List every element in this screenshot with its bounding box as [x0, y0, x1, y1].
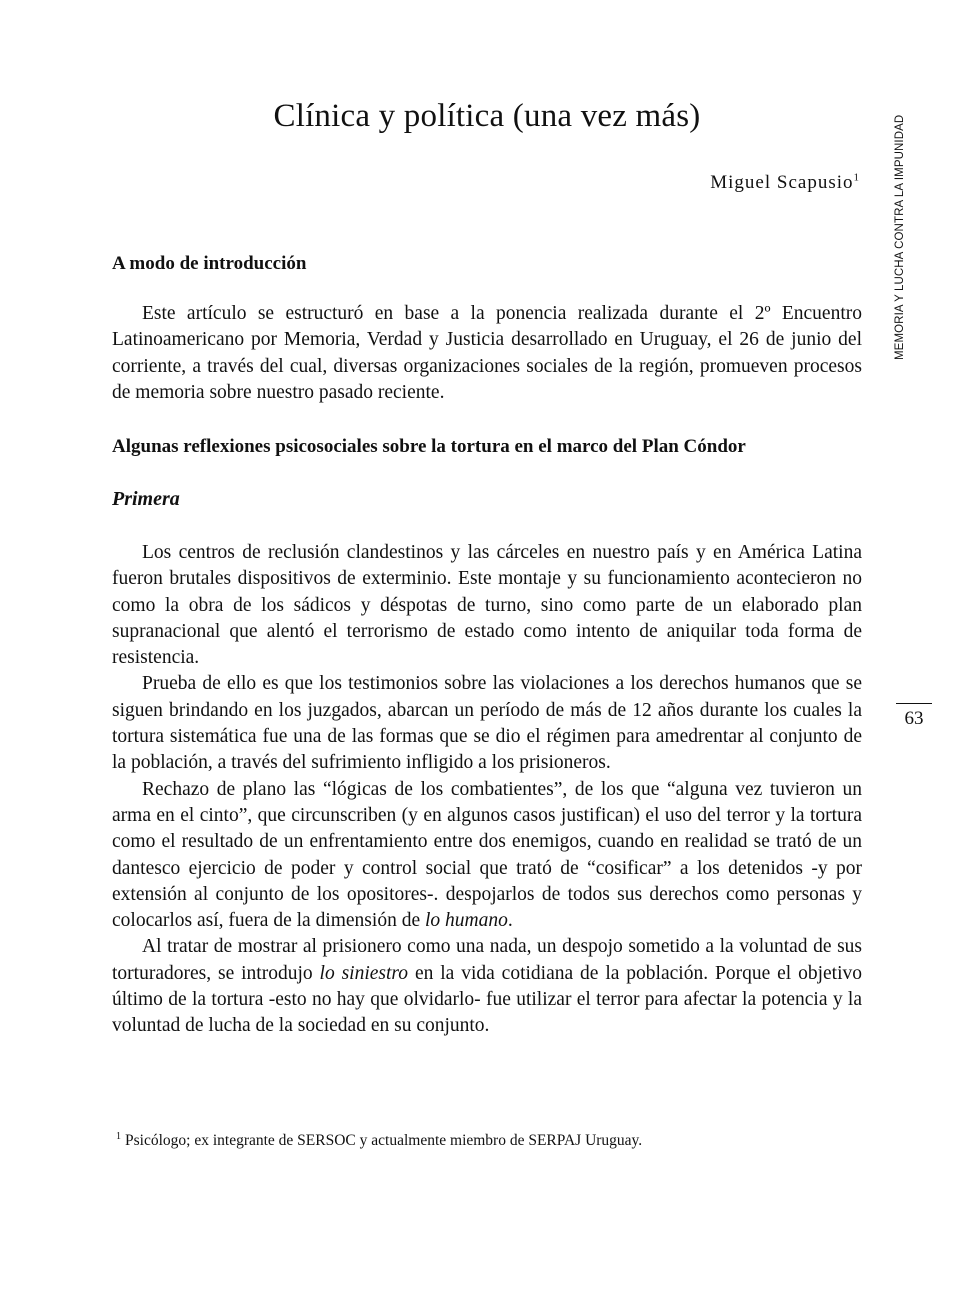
- main-body-text: [112, 540, 862, 1040]
- intro-text: [112, 301, 862, 406]
- subsection-heading: Primera: [112, 488, 180, 510]
- article-title: Clínica y política (una vez más): [273, 98, 701, 134]
- article-author: [710, 172, 860, 194]
- intro-paragraph: Este artículo se estructuró en base a la ponencia realizada durante el 2º Encuentro Latinoamericano por Memoria, Verdad y Justicia desarrollado en Uruguay, el 26 de junio del corriente, a través del cual, diversas organizaciones sociales de la región, promueven procesos de memoria sobre nuestro pasado reciente.: [112, 303, 862, 403]
- paragraph-1: Los centros de reclusión clandestinos y las cárceles en nuestro país y en América Latina fueron brutales dispositivos de exterminio. Este montaje y su funcionamiento acontecieron no como la obra de los sádicos y déspotas de turno, sino como parte de un elaborado plan supranacional que alentó el terrorismo de estado como intento de aniquilar toda forma de resistencia.: [112, 542, 862, 669]
- page-number-rule: [896, 703, 932, 704]
- footnote-mark: 1: [116, 1130, 121, 1142]
- paragraph-4: [112, 934, 862, 1039]
- running-head: MEMORIA Y LUCHA CONTRA LA IMPUNIDAD: [894, 114, 906, 360]
- main-section-heading: Algunas reflexiones psicosociales sobre la tortura en el marco del Plan Cóndor: [112, 436, 746, 457]
- paragraph-3-emphasis: lo humano: [424, 910, 508, 932]
- paragraph-4-end: en la vida cotidiana de la población. Porque el objetivo último de la tortura -esto no hay que olvidarlo- fue utilizar el terror para afectar la potencia y la voluntad de lucha de la sociedad en su conjunto.: [112, 962, 862, 1037]
- paragraph-3-text: Rechazo de plano las “lógicas de los combatientes”, de los que “alguna vez tuvieron un arma en el cinto”, que circunscriben (y en algunos casos justifican) el uso del terror y la tortura como el resultado de un enfrentamiento entre dos enemigos, cuando en realidad se trató de un dantesco ejercicio de poder y control social que trató de “cosificar” a los detenidos -y por extensión al conjunto de los opositores-. despojarlos de todos sus derechos como personas y colocarlos así, fuera de la dimensión de: [112, 778, 862, 932]
- paragraph-4-text: Al tratar de mostrar al prisionero como una nada, un despojo sometido a la voluntad de sus torturadores, se introdujo: [112, 936, 862, 984]
- paragraph-3-end: .: [507, 910, 513, 932]
- footnote: [116, 1132, 642, 1150]
- paragraph-3: [112, 777, 862, 935]
- paragraph-4-emphasis: lo siniestro: [319, 962, 409, 984]
- footnote-text: Psicólogo; ex integrante de SERSOC y actualmente miembro de SERPAJ Uruguay.: [125, 1132, 643, 1149]
- author-footnote-mark: 1: [853, 171, 860, 184]
- page-number: 63: [904, 708, 924, 729]
- intro-heading: A modo de introducción: [112, 253, 307, 274]
- author-name: Miguel Scapusio: [710, 172, 854, 193]
- paragraph-2: Prueba de ello es que los testimonios sobre las violaciones a los derechos humanos que se siguen brindando en los juzgados, abarcan un período de más de 12 años durante los cuales la tortura sistemática fue una de las formas que se dio el régimen para amedrentar al conjunto de la población, a través del sufrimiento infligido a los prisioneros.: [112, 673, 862, 774]
